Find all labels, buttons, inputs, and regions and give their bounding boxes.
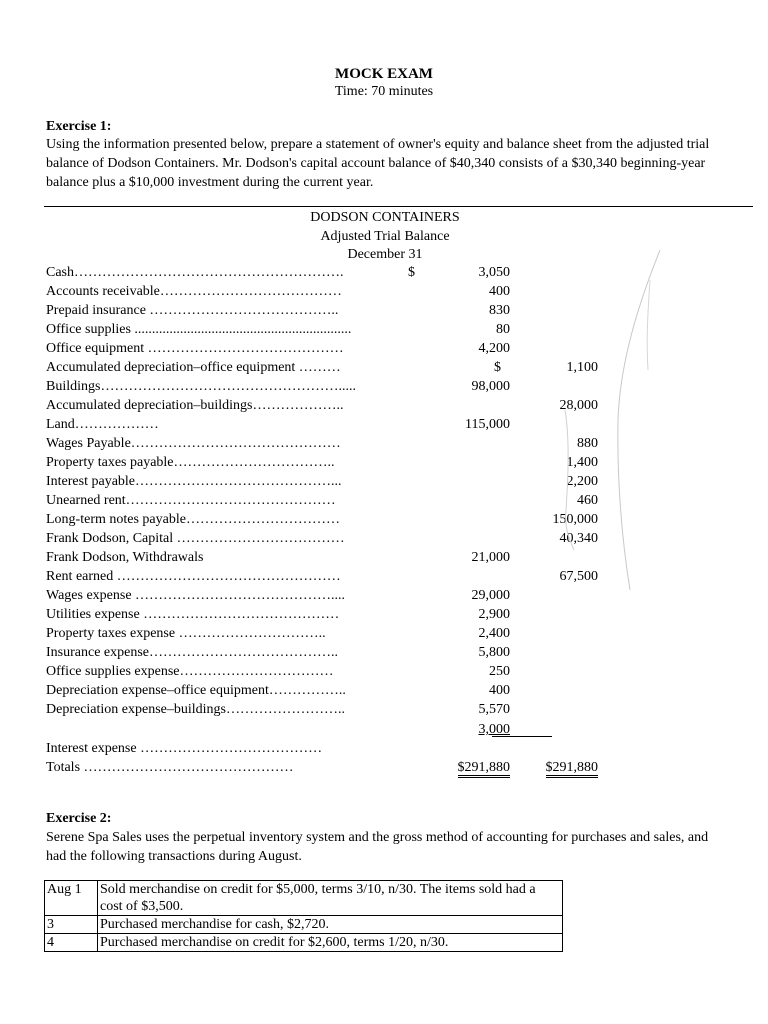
totals-row bbox=[46, 760, 598, 779]
pencil-marks bbox=[560, 240, 670, 600]
transaction-text: Sold merchandise on credit for $5,000, terms 3/10, n/30. The items sold had a cost of $3,500. bbox=[98, 881, 563, 916]
transaction-row bbox=[45, 934, 563, 952]
credit-amount: 40,340 bbox=[559, 531, 598, 546]
debit-dollar-sign: $ bbox=[408, 265, 415, 280]
trial-balance-row bbox=[46, 683, 566, 702]
transaction-text: Purchased merchandise on credit for $2,600, terms 1/20, n/30. bbox=[98, 934, 563, 952]
divider-rule bbox=[44, 206, 753, 207]
debit-amount: 5,800 bbox=[478, 645, 510, 660]
trial-balance-row bbox=[46, 493, 598, 512]
debit-amount: 21,000 bbox=[471, 550, 510, 565]
trial-balance-row bbox=[46, 569, 598, 588]
account-name: Property taxes expense ………………………….. bbox=[46, 626, 326, 641]
trial-balance-row bbox=[46, 512, 598, 531]
trial-balance-row bbox=[46, 265, 566, 284]
account-name: Accumulated depreciation–office equipment ……… bbox=[46, 360, 341, 375]
trial-balance-row bbox=[46, 303, 566, 322]
report-name: Adjusted Trial Balance bbox=[320, 229, 450, 244]
trial-balance-row bbox=[46, 398, 598, 417]
debit-amount: 250 bbox=[489, 664, 510, 679]
account-name: Prepaid insurance ………………………………….. bbox=[46, 303, 339, 318]
credit-amount: 2,200 bbox=[566, 474, 598, 489]
report-date: December 31 bbox=[347, 247, 423, 262]
transaction-row bbox=[45, 916, 563, 934]
credit-dollar-sign: $ bbox=[494, 360, 501, 375]
exam-title: MOCK EXAM bbox=[335, 66, 433, 82]
trial-balance-row bbox=[46, 436, 598, 455]
totals-label: Totals ……………………………………… bbox=[46, 760, 294, 775]
trial-balance-row bbox=[46, 379, 566, 398]
debit-amount: 830 bbox=[489, 303, 510, 318]
debit-amount: 29,000 bbox=[471, 588, 510, 603]
trial-balance-row bbox=[46, 645, 566, 664]
transaction-date: 3 bbox=[45, 916, 98, 934]
exercise1-text: Using the information presented below, prepare a statement of owner's equity and balance sheet from the adjusted trial balance of Dodson Containers. Mr. Dodson's capital account balance of $40,340 consists of a $30,340 beginning-year balance plus a $10,000 investment during the current year. bbox=[46, 137, 710, 190]
debit-amount: 400 bbox=[489, 683, 510, 698]
account-name: Accounts receivable………………………………… bbox=[46, 284, 342, 299]
extra-debit-value: 3,000 bbox=[478, 722, 510, 737]
exercise1-heading: Exercise 1: bbox=[46, 119, 112, 134]
debit-amount: 80 bbox=[496, 322, 510, 337]
trial-balance-row bbox=[46, 550, 566, 569]
trial-balance-row bbox=[46, 417, 566, 436]
debit-amount: 2,400 bbox=[478, 626, 510, 641]
debit-amount: 5,570 bbox=[478, 702, 510, 717]
credit-amount: 1,400 bbox=[566, 455, 598, 470]
account-name: Unearned rent……………………………………… bbox=[46, 493, 336, 508]
account-name: Utilities expense …………………………………… bbox=[46, 607, 340, 622]
credit-amount: 460 bbox=[577, 493, 598, 508]
account-name: Wages Payable……………………………………… bbox=[46, 436, 341, 451]
trial-balance-row bbox=[46, 702, 566, 721]
trial-balance-row bbox=[46, 607, 566, 626]
transaction-text: Purchased merchandise for cash, $2,720. bbox=[98, 916, 563, 934]
credit-amount: 1,100 bbox=[566, 360, 598, 375]
debit-amount: 115,000 bbox=[465, 417, 510, 432]
company-name: DODSON CONTAINERS bbox=[310, 210, 460, 225]
debit-amount: 98,000 bbox=[471, 379, 510, 394]
trial-balance-row bbox=[46, 664, 566, 683]
account-name: Cash…………………………………………………. bbox=[46, 265, 344, 280]
trial-balance-row bbox=[46, 360, 598, 379]
total-debit: $291,880 bbox=[458, 760, 511, 778]
account-name: Rent earned ………………………………………… bbox=[46, 569, 341, 584]
trial-balance-row bbox=[46, 474, 598, 493]
trial-balance-row bbox=[46, 284, 566, 303]
account-name: Long-term notes payable…………………………… bbox=[46, 512, 340, 527]
account-name: Accumulated depreciation–buildings……………….. bbox=[46, 398, 344, 413]
total-credit: $291,880 bbox=[546, 760, 599, 778]
credit-underline bbox=[492, 736, 552, 737]
trial-balance-row bbox=[46, 322, 566, 341]
trial-balance-row bbox=[46, 455, 598, 474]
transaction-date: Aug 1 bbox=[45, 881, 98, 916]
account-name: Property taxes payable…………………………….. bbox=[46, 455, 335, 470]
debit-amount: 4,200 bbox=[478, 341, 510, 356]
trial-balance-row bbox=[46, 531, 598, 550]
credit-amount: 28,000 bbox=[559, 398, 598, 413]
trial-balance-row bbox=[46, 626, 566, 645]
interest-expense-row bbox=[46, 741, 566, 760]
transaction-date: 4 bbox=[45, 934, 98, 952]
exercise2-text: Serene Spa Sales uses the perpetual inventory system and the gross method of accounting for purchases and sales, and had the following transactions during August. bbox=[46, 830, 709, 864]
credit-amount: 67,500 bbox=[559, 569, 598, 584]
account-name: Frank Dodson, Withdrawals bbox=[46, 550, 204, 565]
transactions-table bbox=[44, 880, 563, 952]
account-name: Land……………… bbox=[46, 417, 159, 432]
interest-expense-label: Interest expense ………………………………… bbox=[46, 741, 323, 756]
trial-balance-row-extra bbox=[46, 722, 566, 741]
account-name: Buildings……………………………………………..... bbox=[46, 379, 356, 394]
debit-amount: 2,900 bbox=[478, 607, 510, 622]
account-name: Depreciation expense–buildings…………………….. bbox=[46, 702, 346, 717]
account-name: Depreciation expense–office equipment…………….. bbox=[46, 683, 346, 698]
exam-time: Time: 70 minutes bbox=[334, 84, 434, 99]
account-name: Office supplies expense…………………………… bbox=[46, 664, 334, 679]
account-name: Wages expense …………………………………….... bbox=[46, 588, 346, 603]
account-name: Office equipment …………………………………… bbox=[46, 341, 344, 356]
account-name: Interest payable……………………………………... bbox=[46, 474, 342, 489]
debit-amount: 400 bbox=[489, 284, 510, 299]
debit-amount: 3,050 bbox=[478, 265, 510, 280]
credit-amount: 880 bbox=[577, 436, 598, 451]
credit-amount: 150,000 bbox=[552, 512, 598, 527]
account-name: Insurance expense………………………………….. bbox=[46, 645, 339, 660]
transaction-row bbox=[45, 881, 563, 916]
trial-balance-row bbox=[46, 588, 566, 607]
exercise2-heading: Exercise 2: bbox=[46, 811, 112, 826]
trial-balance-row bbox=[46, 341, 566, 360]
account-name: Office supplies .............................................................. bbox=[46, 322, 352, 337]
account-name: Frank Dodson, Capital ……………………………… bbox=[46, 531, 345, 546]
